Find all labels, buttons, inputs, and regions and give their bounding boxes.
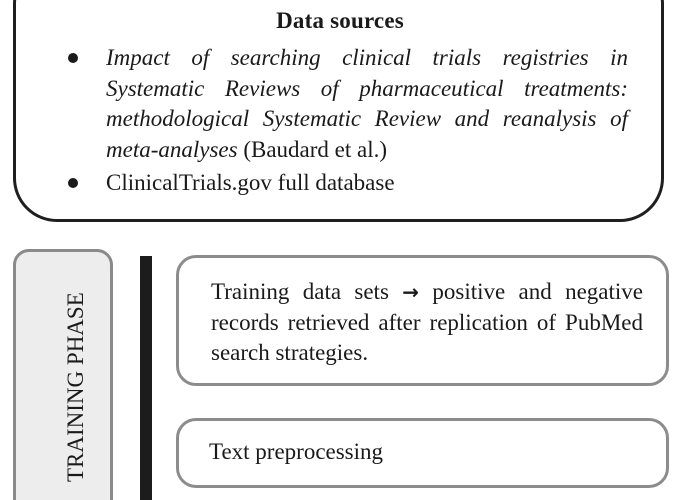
training-data-sets-text: Training data sets xyxy=(211,279,403,304)
bullet-dot-icon xyxy=(68,53,78,63)
source-item-study-reference xyxy=(106,43,628,165)
data-sources-title: Data sources xyxy=(276,8,404,33)
study-title: Impact of searching clinical trials registries in Systematic Reviews of pharmaceutical treatments: methodological Systematic Review and reanalysis of meta-analyses xyxy=(106,45,628,162)
text-preprocessing-step-text: Text preprocessing xyxy=(209,439,384,464)
training-data-step-text xyxy=(211,277,643,369)
positive-negative-records-text: positive and negative records retrieved after replication of PubMed search strategies. xyxy=(211,279,643,365)
study-authors: (Baudard et al.) xyxy=(237,136,388,162)
source-item-clinicaltrials-database: ClinicalTrials.gov full database xyxy=(106,170,395,195)
training-phase-label: TRAINING PHASE xyxy=(63,292,88,482)
bullet-dot-icon xyxy=(68,178,78,188)
phase-connector-bar xyxy=(140,256,152,500)
right-arrow-icon: → xyxy=(402,280,420,304)
